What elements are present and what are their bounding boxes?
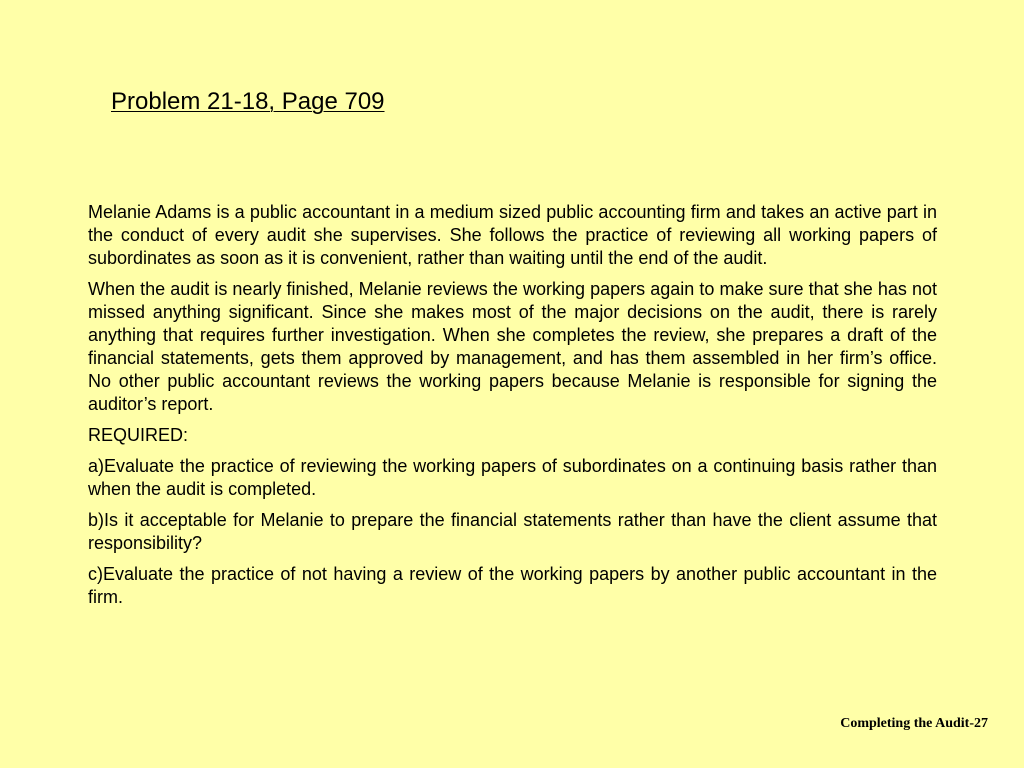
question-b: b)Is it acceptable for Melanie to prepare the financial statements rather than have the client assume that responsibility? (88, 510, 937, 553)
required-heading: REQUIRED: (88, 425, 189, 445)
paragraph-review: When the audit is nearly finished, Melanie reviews the working papers again to make sure that she has not missed anything significant. Since she makes most of the major decisions on the audit, there is rarely anything that requires further investigation. When she completes the review, she prepares a draft of the financial statements, gets them approved by management, and has them assembled in her firm’s office. No other public accountant reviews the working papers because Melanie is responsible for signing the auditor’s report. (88, 279, 937, 414)
paragraph-intro: Melanie Adams is a public accountant in a medium sized public accounting firm and takes an active part in the conduct of every audit she supervises. She follows the practice of reviewing all working papers of subordinates as soon as it is convenient, rather than waiting until the end of the audit. (88, 202, 937, 268)
slide-body (88, 201, 937, 617)
question-c: c)Evaluate the practice of not having a review of the working papers by another public accountant in the firm. (88, 564, 937, 607)
slide-title: Problem 21-18, Page 709 (111, 88, 385, 115)
slide-footer: Completing the Audit-27 (840, 716, 988, 731)
question-a: a)Evaluate the practice of reviewing the working papers of subordinates on a continuing basis rather than when the audit is completed. (88, 456, 937, 499)
